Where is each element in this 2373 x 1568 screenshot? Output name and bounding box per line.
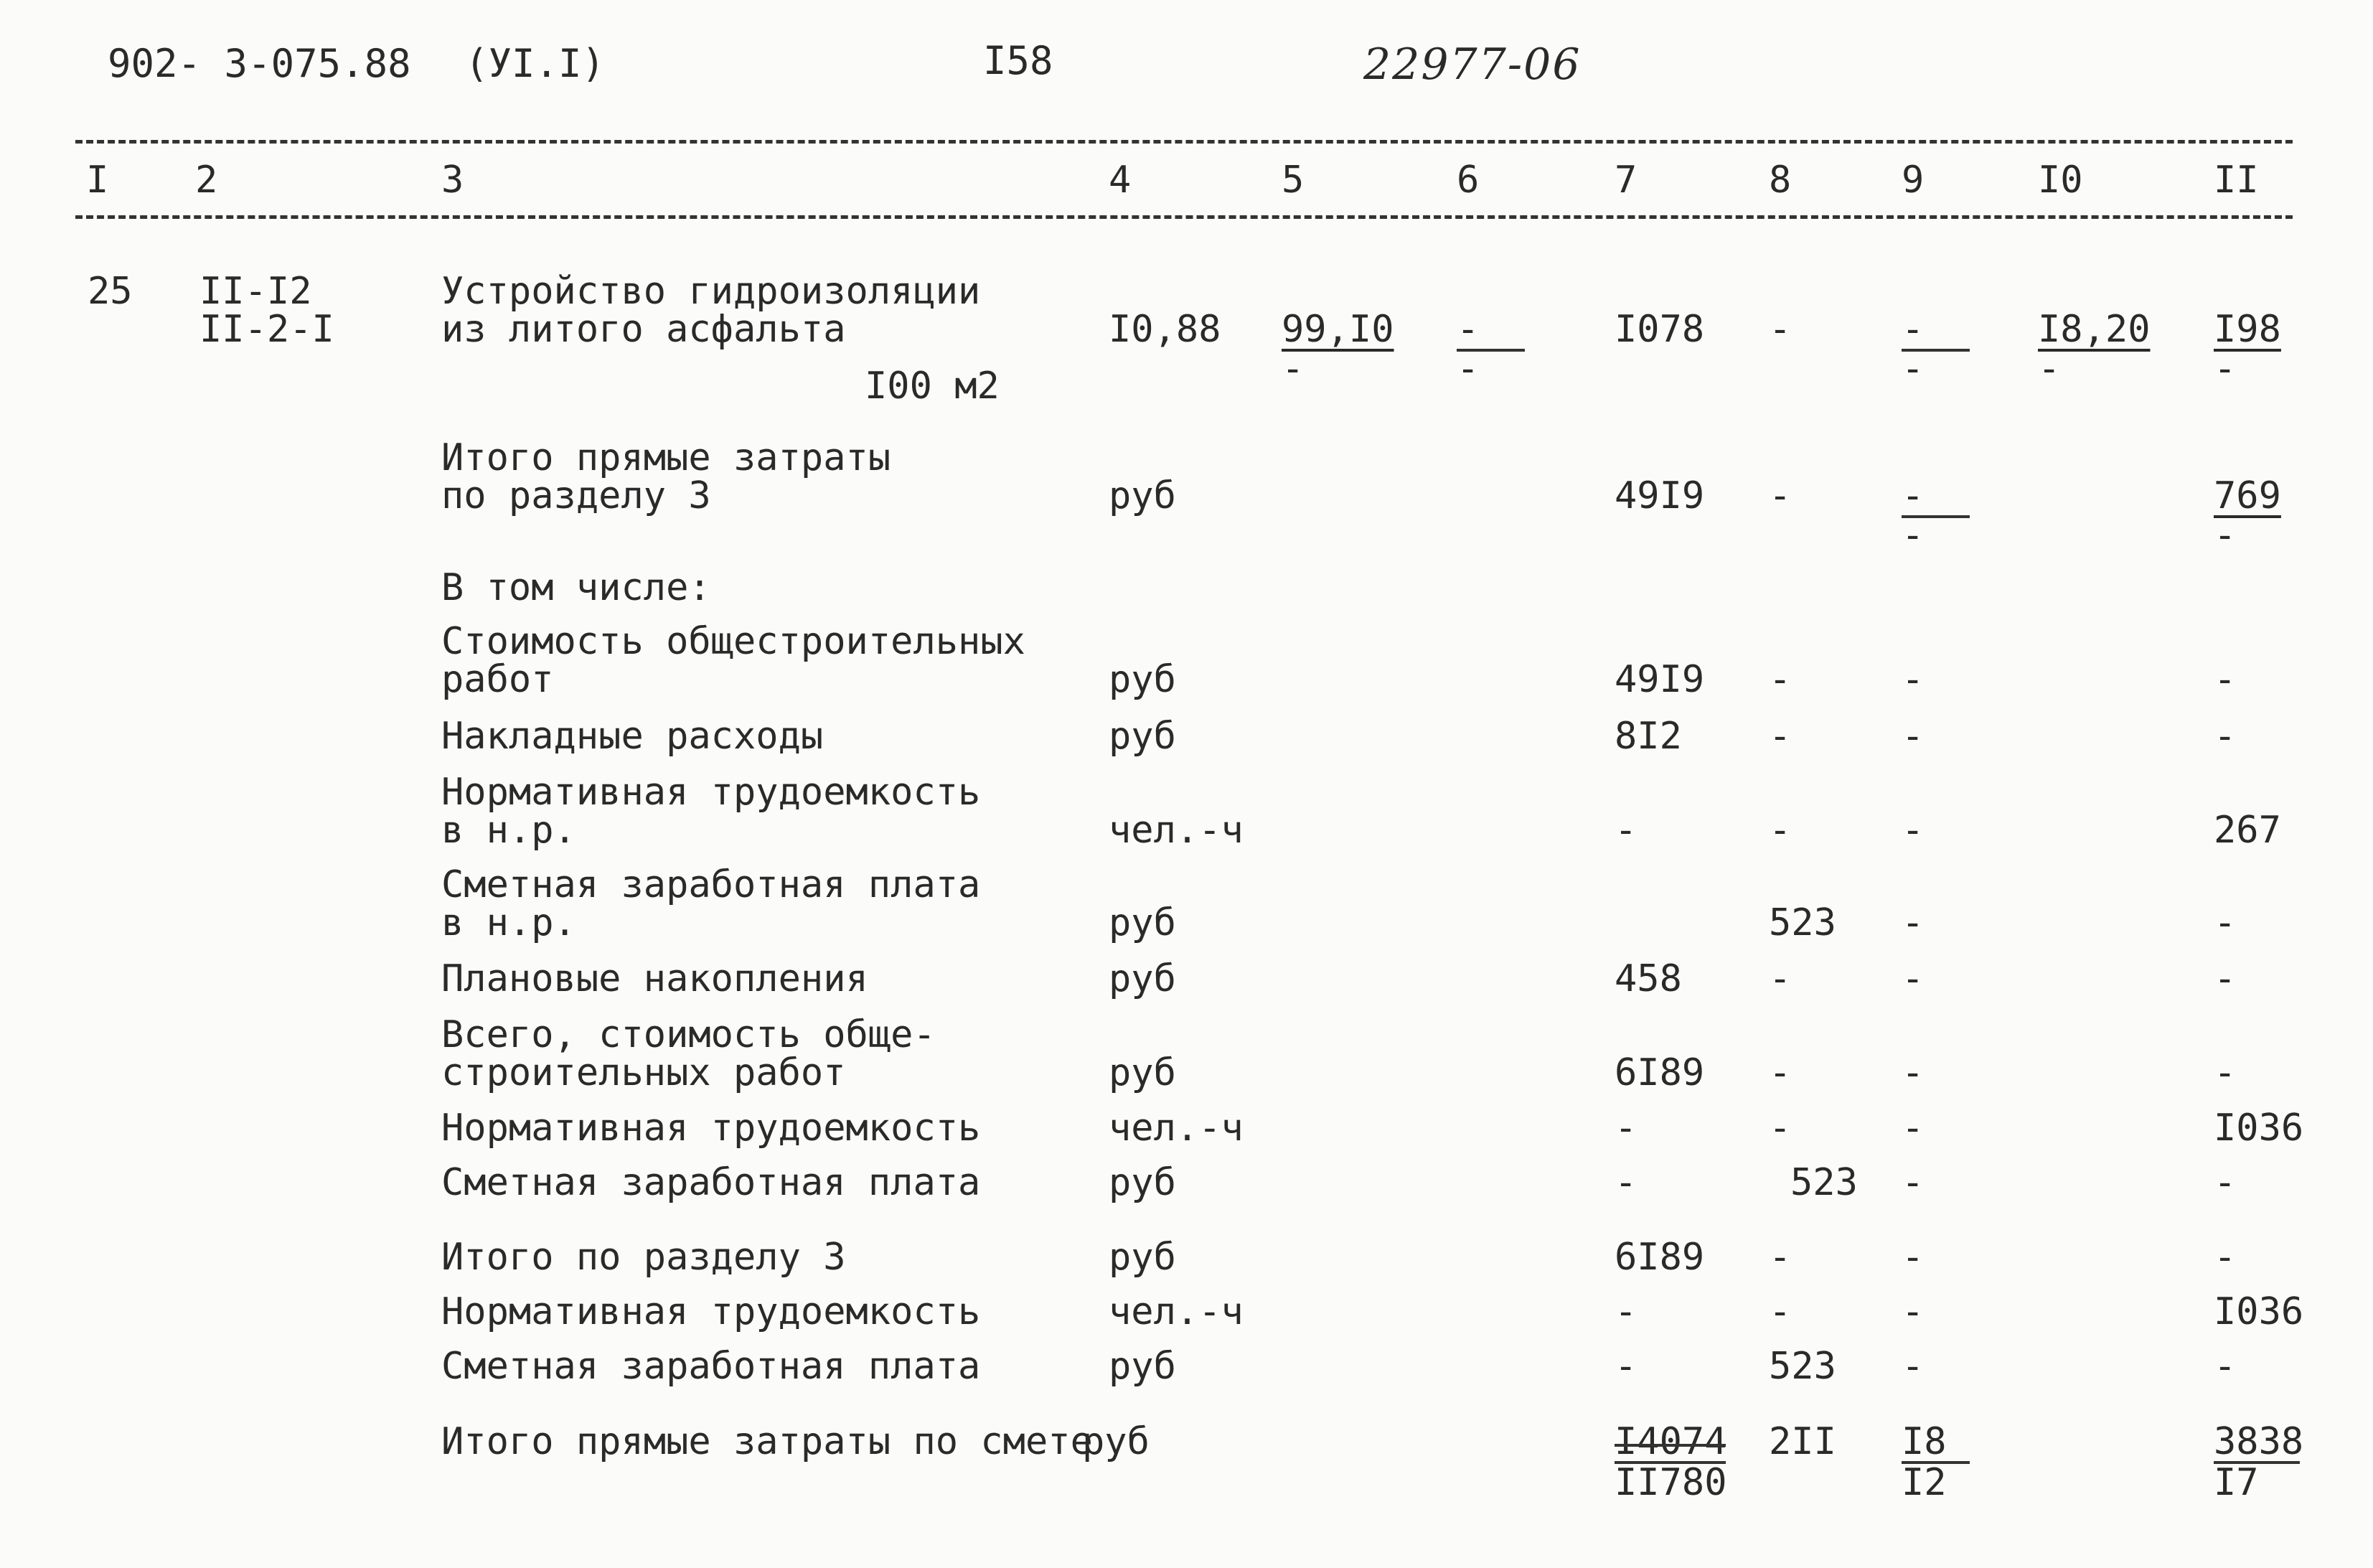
entry-col6-value: - [1457, 308, 1480, 351]
row-col11: - [2214, 658, 2237, 701]
grand-total-label: Итого прямые затраты по смете [441, 1420, 1093, 1463]
column-number-3: 3 [441, 159, 464, 202]
row-col7: 458 [1615, 957, 1682, 1000]
row-unit: руб [1109, 1051, 1176, 1094]
row-col9: - [1902, 1161, 1925, 1204]
entry-unit-measure: I00 м2 [865, 365, 1000, 408]
row-col8: - [1769, 1290, 1792, 1333]
column-number-6: 6 [1457, 159, 1480, 202]
entry-name: из литого асфальта [441, 308, 846, 351]
row-label: работ [441, 658, 554, 701]
row-label: в н.р. [441, 901, 576, 944]
grand-total-col7: I4074 [1615, 1420, 1727, 1463]
entry-col6-sub: - [1457, 347, 1480, 390]
row-unit: руб [1109, 1345, 1176, 1388]
direct-costs-label: по разделу 3 [441, 474, 711, 517]
row-col9: - [1902, 658, 1925, 701]
row-col8: - [1769, 1236, 1792, 1279]
grand-total-col7-sub: II780 [1615, 1461, 1727, 1504]
page-number: I58 [983, 38, 1053, 83]
document-code: 902- 3-075.88 [108, 41, 411, 86]
row-col9: - [1902, 1290, 1925, 1333]
direct-costs-col7: 49I9 [1615, 474, 1705, 517]
row-unit: чел.-ч [1109, 1290, 1244, 1333]
including-label: В том числе: [441, 566, 711, 609]
entry-number: 25 [88, 270, 133, 313]
direct-costs-col9-sub: - [1902, 514, 1925, 557]
row-col11: 267 [2214, 809, 2281, 852]
row-col7: - [1615, 1161, 1637, 1204]
header-bottom-rule [75, 215, 2293, 219]
entry-col10-sub: - [2038, 347, 2061, 390]
column-number-5: 5 [1282, 159, 1305, 202]
row-unit: руб [1109, 715, 1176, 758]
section-reference: (УI.I) [465, 41, 606, 86]
row-label: Нормативная трудоемкость [441, 771, 981, 814]
row-col7: 6I89 [1615, 1236, 1705, 1279]
entry-name: Устройство гидроизоляции [441, 270, 981, 313]
entry-col7-value: I078 [1615, 308, 1705, 351]
handwritten-number: 22977-06 [1363, 39, 1582, 90]
column-number-10: I0 [2038, 159, 2083, 202]
entry-code: II-I2 [199, 270, 312, 313]
row-label: Сметная заработная плата [441, 1345, 981, 1388]
row-unit: руб [1109, 901, 1176, 944]
entry-quantity: I0,88 [1109, 308, 1221, 351]
column-number-7: 7 [1615, 159, 1637, 202]
row-col11: - [2214, 1051, 2237, 1094]
grand-total-col11: 3838 [2214, 1420, 2304, 1463]
row-label: Плановые накопления [441, 957, 868, 1000]
row-label: Сметная заработная плата [441, 863, 981, 906]
row-col9: - [1902, 715, 1925, 758]
row-label: Итого по разделу 3 [441, 1236, 846, 1279]
row-unit: чел.-ч [1109, 1107, 1244, 1150]
row-col11: - [2214, 715, 2237, 758]
row-col11: I036 [2214, 1107, 2304, 1150]
row-label: Всего, стоимость обще- [441, 1013, 936, 1056]
row-unit: руб [1109, 1161, 1176, 1204]
row-col9: - [1902, 901, 1925, 944]
column-number-8: 8 [1769, 159, 1792, 202]
grand-total-col11-sub: I7 [2214, 1461, 2259, 1504]
row-label: Накладные расходы [441, 715, 824, 758]
row-col11: - [2214, 1345, 2237, 1388]
row-col8: - [1769, 715, 1792, 758]
entry-code: II-2-I [199, 308, 334, 351]
column-number-4: 4 [1109, 159, 1132, 202]
row-col8: 523 [1790, 1161, 1858, 1204]
row-label: Сметная заработная плата [441, 1161, 981, 1204]
grand-total-col9-sub: I2 [1902, 1461, 1947, 1504]
row-col9: - [1902, 1107, 1925, 1150]
entry-col5-value: 99,I0 [1282, 308, 1394, 351]
column-number-1: I [86, 159, 109, 202]
direct-costs-label: Итого прямые затраты [441, 436, 891, 479]
grand-total-col8: 2II [1769, 1420, 1836, 1463]
grand-total-col9: I8 [1902, 1420, 1947, 1463]
row-col11: - [2214, 1236, 2237, 1279]
row-col8: - [1769, 1107, 1792, 1150]
row-label: Стоимость общестроительных [441, 620, 1025, 663]
row-col7: 6I89 [1615, 1051, 1705, 1094]
row-col11: - [2214, 901, 2237, 944]
row-unit: чел.-ч [1109, 809, 1244, 852]
grand-total-col7-strike [1615, 1444, 1726, 1447]
row-col9: - [1902, 1345, 1925, 1388]
column-number-11: II [2214, 159, 2259, 202]
entry-col5-sub: - [1282, 347, 1305, 390]
row-col7: - [1615, 1345, 1637, 1388]
row-col7: - [1615, 1290, 1637, 1333]
row-col8: - [1769, 658, 1792, 701]
row-col7: - [1615, 1107, 1637, 1150]
direct-costs-col9: - [1902, 474, 1925, 517]
row-col8: - [1769, 809, 1792, 852]
entry-col9-sub: - [1902, 347, 1925, 390]
row-col11: - [2214, 957, 2237, 1000]
entry-col10-value: I8,20 [2038, 308, 2151, 351]
entry-col11-value: I98 [2214, 308, 2281, 351]
row-unit: руб [1109, 658, 1176, 701]
row-col11: - [2214, 1161, 2237, 1204]
row-col7: - [1615, 809, 1637, 852]
row-col8: 523 [1769, 1345, 1836, 1388]
header-top-rule [75, 140, 2293, 144]
row-label: строительных работ [441, 1051, 846, 1094]
row-unit: руб [1109, 957, 1176, 1000]
row-col11: I036 [2214, 1290, 2304, 1333]
row-unit: руб [1109, 1236, 1176, 1279]
row-col8: - [1769, 957, 1792, 1000]
row-col9: - [1902, 957, 1925, 1000]
grand-total-unit: руб [1082, 1420, 1150, 1463]
row-col9: - [1902, 1236, 1925, 1279]
row-col9: - [1902, 1051, 1925, 1094]
row-col8: - [1769, 1051, 1792, 1094]
entry-col8-value: - [1769, 308, 1792, 351]
column-number-9: 9 [1902, 159, 1925, 202]
row-col7: 8I2 [1615, 715, 1682, 758]
direct-costs-col11-sub: - [2214, 514, 2237, 557]
row-label: в н.р. [441, 809, 576, 852]
entry-col9-value: - [1902, 308, 1925, 351]
entry-col11-sub: - [2214, 347, 2237, 390]
column-number-2: 2 [195, 159, 218, 202]
direct-costs-unit: руб [1109, 474, 1176, 517]
row-col9: - [1902, 809, 1925, 852]
direct-costs-col8: - [1769, 474, 1792, 517]
row-label: Нормативная трудоемкость [441, 1107, 981, 1150]
row-col7: 49I9 [1615, 658, 1705, 701]
row-label: Нормативная трудоемкость [441, 1290, 981, 1333]
row-col8: 523 [1769, 901, 1836, 944]
direct-costs-col11: 769 [2214, 474, 2281, 517]
